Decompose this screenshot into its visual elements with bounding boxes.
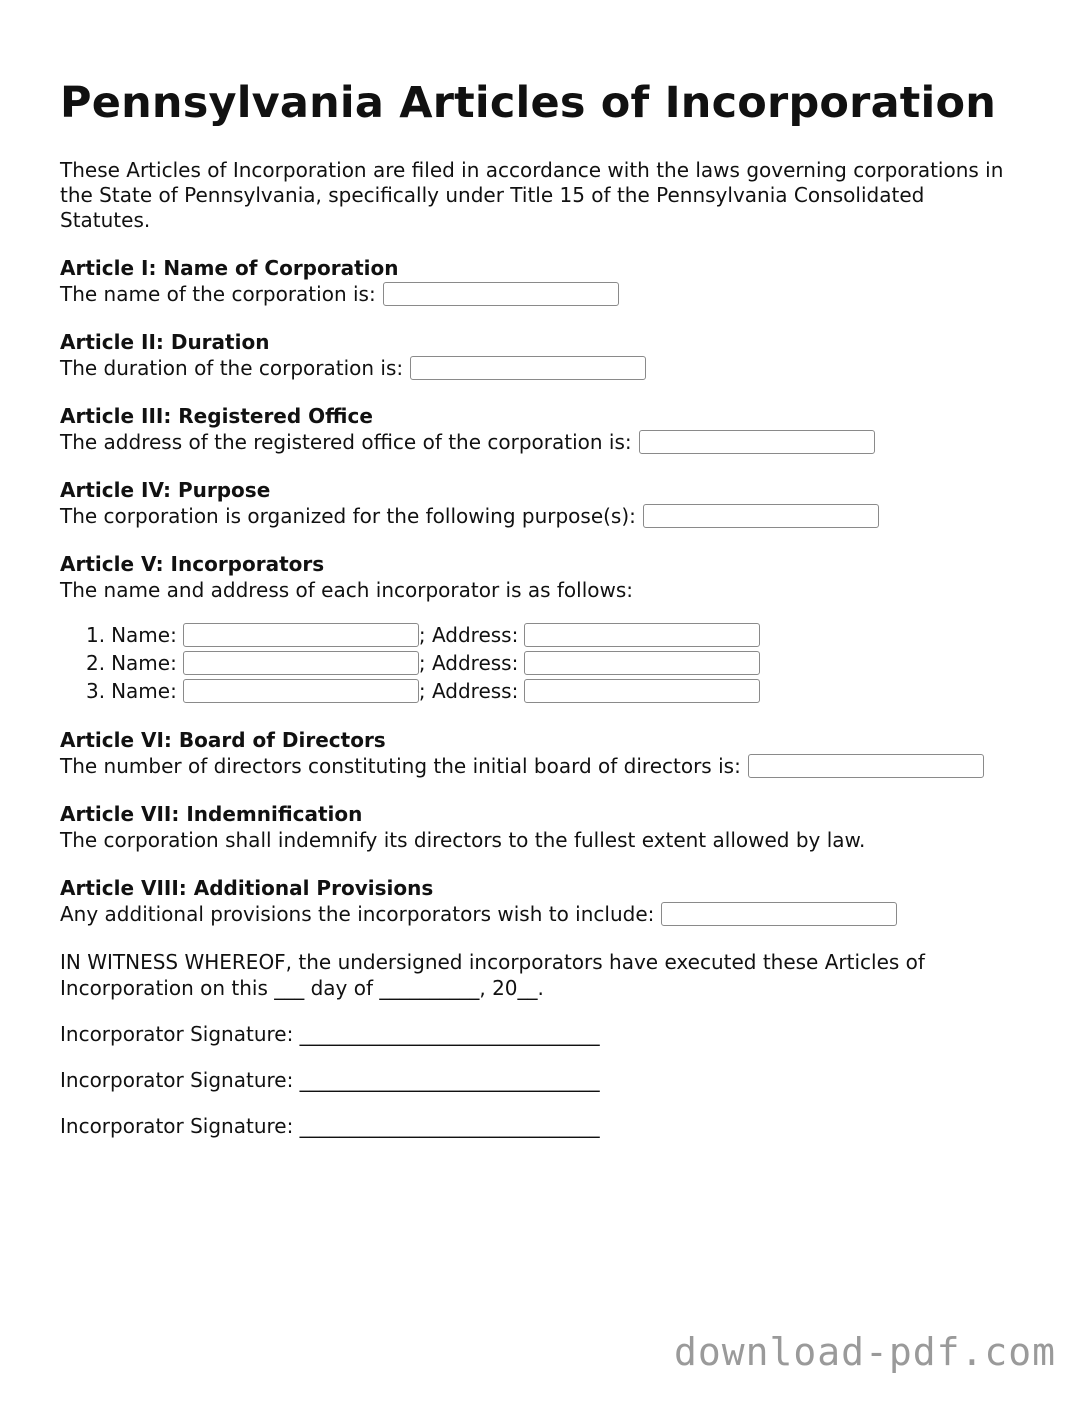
corporation-name-field[interactable] <box>383 282 619 306</box>
article-line <box>60 429 1040 455</box>
registered-office-field[interactable] <box>639 430 875 454</box>
article-8 <box>60 875 1040 927</box>
list-item <box>60 621 1040 649</box>
article-7 <box>60 801 1040 853</box>
article-4 <box>60 477 1040 529</box>
article-6 <box>60 727 1040 779</box>
signature-line-2: Incorporator Signature: ______________________________ <box>60 1068 600 1092</box>
duration-field[interactable] <box>410 356 646 380</box>
article-text: The name and address of each incorporator is as follows: <box>60 578 634 602</box>
list-item <box>60 649 1040 677</box>
article-5 <box>60 551 1040 705</box>
article-title: Article VII: Indemnification <box>60 802 363 826</box>
article-line <box>60 901 1040 927</box>
article-title: Article I: Name of Corporation <box>60 256 399 280</box>
incorporator-2-name-field[interactable] <box>183 651 419 675</box>
address-label: ; Address: <box>418 651 519 675</box>
watermark: download-pdf.com <box>673 1330 1056 1374</box>
article-line <box>60 503 1040 529</box>
list-item <box>60 677 1040 705</box>
incorporator-3-address-field[interactable] <box>524 679 760 703</box>
article-3 <box>60 403 1040 455</box>
article-title: Article III: Registered Office <box>60 404 373 428</box>
article-text: The corporation shall indemnify its directors to the fullest extent allowed by law. <box>60 828 866 852</box>
incorporator-number: 3. <box>86 679 106 703</box>
article-2 <box>60 329 1040 381</box>
incorporator-number: 2. <box>86 651 106 675</box>
incorporator-1-address-field[interactable] <box>524 623 760 647</box>
incorporator-1-name-field[interactable] <box>183 623 419 647</box>
article-text: The number of directors constituting the initial board of directors is: <box>60 754 741 778</box>
witness-clause: IN WITNESS WHEREOF, the undersigned incorporators have executed these Articles of Incorporation on this ___ day of __________, 20__. <box>60 950 925 1000</box>
signature-line-3: Incorporator Signature: ______________________________ <box>60 1114 600 1138</box>
incorporator-3-name-field[interactable] <box>183 679 419 703</box>
article-line <box>60 827 1040 853</box>
article-title: Article IV: Purpose <box>60 478 271 502</box>
article-line <box>60 355 1040 381</box>
page-title: Pennsylvania Articles of Incorporation <box>60 78 997 128</box>
directors-count-field[interactable] <box>748 754 984 778</box>
article-text: The address of the registered office of the corporation is: <box>60 430 632 454</box>
incorporator-list <box>60 621 1040 705</box>
article-line <box>60 577 1040 603</box>
article-1 <box>60 255 1040 307</box>
article-title: Article VI: Board of Directors <box>60 728 386 752</box>
name-label: Name: <box>111 623 177 647</box>
name-label: Name: <box>111 651 177 675</box>
document-page <box>60 78 1040 1139</box>
intro-paragraph: These Articles of Incorporation are filed in accordance with the laws governing corporations in the State of Pennsylvania, specifically under Title 15 of the Pennsylvania Consolidated Statutes. <box>60 158 1004 232</box>
article-line <box>60 753 1040 779</box>
address-label: ; Address: <box>418 679 519 703</box>
article-title: Article VIII: Additional Provisions <box>60 876 434 900</box>
article-title: Article II: Duration <box>60 330 270 354</box>
article-title: Article V: Incorporators <box>60 552 325 576</box>
article-line <box>60 281 1040 307</box>
incorporator-2-address-field[interactable] <box>524 651 760 675</box>
incorporator-number: 1. <box>86 623 106 647</box>
signature-line-1: Incorporator Signature: ______________________________ <box>60 1022 600 1046</box>
article-text: Any additional provisions the incorporators wish to include: <box>60 902 655 926</box>
article-text: The name of the corporation is: <box>60 282 376 306</box>
article-text: The corporation is organized for the following purpose(s): <box>60 504 636 528</box>
address-label: ; Address: <box>418 623 519 647</box>
purpose-field[interactable] <box>643 504 879 528</box>
article-text: The duration of the corporation is: <box>60 356 404 380</box>
additional-provisions-field[interactable] <box>661 902 897 926</box>
name-label: Name: <box>111 679 177 703</box>
